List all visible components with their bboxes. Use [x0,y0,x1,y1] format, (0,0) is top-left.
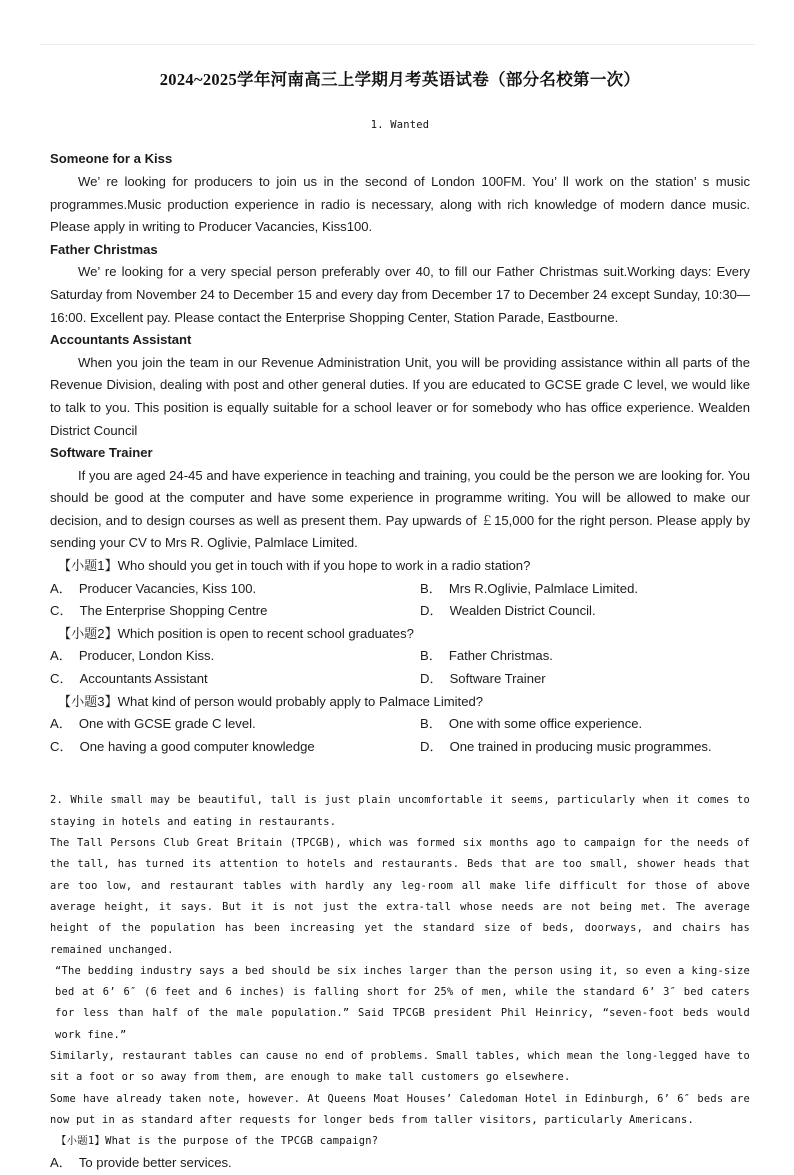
option-row [50,1152,750,1175]
option-label: B． [420,716,442,732]
ad-heading-someone-for-a-kiss: Someone for a Kiss [50,151,173,167]
option-row [50,600,750,623]
option-a[interactable] [50,645,420,668]
option-text: One having a good computer knowledge [79,738,315,754]
option-text: The Enterprise Shopping Centre [79,603,268,619]
ad-heading-software-trainer: Software Trainer [50,445,153,461]
option-text: One trained in producing music programmes. [449,738,712,754]
question-text: What kind of person would probably apply to Palmace Limited? [117,693,484,709]
page-top-divider [40,44,755,45]
option-text: Producer, London Kiss. [78,648,215,664]
option-d[interactable] [420,668,790,691]
option-label: A． [50,716,72,732]
option-text: Mrs R.Oglivie, Palmlace Limited. [448,580,639,596]
question-tag: 【小题2】 [58,625,118,641]
option-d[interactable] [420,600,790,623]
passage2-paragraph-4: Similarly, restaurant tables can cause no end of problems. Small tables, which mean the long-legged have to sit a foot or so away from them, are enough to make tall customers go elsewhere. [50,1049,750,1084]
option-b[interactable] [420,645,790,668]
option-label: D． [420,671,443,687]
option-b[interactable] [420,713,790,736]
question-text: What is the purpose of the TPCGB campaign? [105,1135,379,1148]
page-title: 2024~2025学年河南高三上学期月考英语试卷（部分名校第一次） [159,70,641,89]
passage2-questions [50,1131,750,1175]
passage1-section-heading: 1. Wanted [370,119,430,132]
option-text: Producer Vacancies, Kiss 100. [78,580,257,596]
question-1-3 [50,691,750,759]
ad-heading-father-christmas: Father Christmas [50,241,158,257]
question-stem [50,1131,750,1152]
question-tag: 【小题1】 [58,558,118,574]
option-label: C． [50,603,73,619]
option-row [50,736,750,759]
option-a[interactable] [50,578,420,601]
option-row [50,645,750,668]
question-tag: 【小题3】 [58,693,118,709]
page-content [50,68,750,1175]
option-label: B． [420,580,442,596]
option-text: One with GCSE grade C level. [78,716,256,732]
option-label: A． [50,580,72,596]
question-stem [50,623,750,646]
option-text: To provide better services. [78,1155,232,1171]
option-label: D． [420,603,443,619]
passage2-paragraph-3: “The bedding industry says a bed should be six inches larger than the person using it, so even a king-size bed at 6’ 6″ (6 feet and 6 inches) is falling short for 25% of men, while the standard 6’ 3″ bed caters for less than half of the male population.” Said TPCGB president Phil Heinricy, “seven-foot beds would work fine.” [55,964,750,1041]
ad-heading-accountants-assistant: Accountants Assistant [50,332,192,348]
option-row [50,713,750,736]
option-a[interactable] [50,713,420,736]
option-d[interactable] [420,736,790,759]
option-label: B． [420,648,442,664]
option-row [50,578,750,601]
question-1-1 [50,555,750,623]
option-row [50,668,750,691]
option-c[interactable] [50,668,420,691]
question-1-2 [50,623,750,691]
ad-body-accountants-assistant: When you join the team in our Revenue Administration Unit, you will be providing assistance within all parts of the Revenue Division, dealing with post and other general duties. If you are educated to GCSE grade C level, we would like to talk to you. This position is equally suitable for a school leaver or for somebody who has office experience. Wealden District Council [50,354,750,438]
passage1-questions [50,555,750,758]
question-tag: 【小题1】 [56,1135,106,1148]
option-text: Software Trainer [449,671,546,687]
passage-separator [50,758,750,790]
option-text: Father Christmas. [448,648,553,664]
option-label: A． [50,1155,72,1171]
passage2-body [50,790,750,1131]
option-c[interactable] [50,600,420,623]
ad-body-someone-for-a-kiss: We’ re looking for producers to join us in the second of London 100FM. You’ ll work on the station’ s music programmes.Music production experience in radio is necessary, along with rich knowledge of modern dance music. Please apply in writing to Producer Vacancies, Kiss100. [50,173,750,235]
option-label: C． [50,738,73,754]
option-text: Accountants Assistant [79,671,208,687]
option-text: One with some office experience. [448,716,643,732]
option-a[interactable] [50,1152,420,1175]
question-text: Which position is open to recent school graduates? [117,625,414,641]
option-b[interactable] [420,578,790,601]
question-stem [50,691,750,714]
option-text: Wealden District Council. [449,603,596,619]
passage2-paragraph-1: 2. While small may be beautiful, tall is just plain uncomfortable it seems, particularly when it comes to staying in hotels and eating in restaurants. [50,794,750,828]
passage1-advertisements [50,148,750,555]
option-label: D． [420,738,443,754]
passage2-paragraph-2: The Tall Persons Club Great Britain (TPCGB), which was formed six months ago to campaign for the needs of the tall, has turned its attention to hotels and restaurants. Beds that are too small, shower heads that are too low, and restaurant tables with hardly any leg-room all make life difficult for those of above average height, it says. But it is not just the extra-tall whose needs are not being met. The average height of the population has been increasing yet the standard size of beds, doorways, and chairs has remained unchanged. [50,837,750,956]
question-stem [50,555,750,578]
question-text: Who should you get in touch with if you hope to work in a radio station? [117,558,531,574]
ad-body-software-trainer: If you are aged 24-45 and have experience in teaching and training, you could be the person we are looking for. You should be good at the computer and have some experience in programme writing. You will be allowed to make our decision, and to design courses as well as present them. Pay upwards of ￡15,000 for the right person. Please apply by sending your CV to Mrs R. Oglivie, Palmlace Limited. [50,467,750,551]
ad-body-father-christmas: We’ re looking for a very special person preferably over 40, to fill our Father Christmas suit.Working days: Every Saturday from November 24 to December 15 and every day from December 17 to December 24 except Sunday, 10:30—16:00. Excellent pay. Please contact the Enterprise Shopping Center, Station Parade, Eastbourne. [50,264,750,325]
option-label: C． [50,671,73,687]
passage2-paragraph-5: Some have already taken note, however. At Queens Moat Houses’ Caledoman Hotel in Edinburgh, 6’ 6″ beds are now put in as standard after requests for longer beds from taller visitors, particularly Americans. [50,1092,750,1126]
option-label: A． [50,648,72,664]
option-c[interactable] [50,736,420,759]
